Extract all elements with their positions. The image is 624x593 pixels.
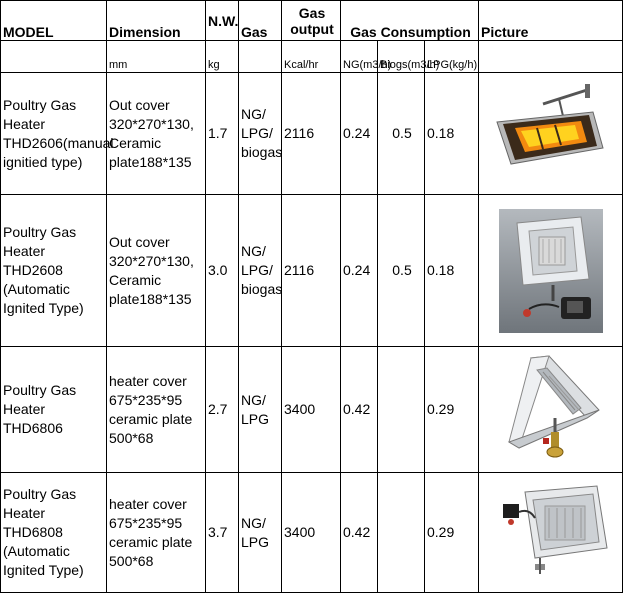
dimension-cell: Out cover 320*270*130, Ceramic plate188*135	[107, 195, 206, 347]
output-cell: 3400	[282, 473, 341, 593]
output-cell: 3400	[282, 347, 341, 473]
gas-cell: NG/ LPG/ biogas	[239, 195, 282, 347]
header-nw: N.W.	[206, 1, 239, 41]
header-gas-consumption: Gas Consumption	[341, 1, 479, 41]
nw-cell: 3.7	[206, 473, 239, 593]
dimension-cell: heater cover 675*235*95 ceramic plate 500*68	[107, 347, 206, 473]
lpg-cell: 0.29	[425, 473, 479, 593]
lpg-cell: 0.18	[425, 195, 479, 347]
biogas-cell	[378, 473, 425, 593]
header-row	[1, 1, 623, 41]
unit-ng: NG(m3/h)	[341, 41, 378, 73]
model-cell: Poultry Gas Heater THD6808 (Automatic Ignited Type)	[1, 473, 107, 593]
table-row	[1, 195, 623, 347]
ng-cell: 0.24	[341, 73, 378, 195]
long-gas-heater-icon	[491, 352, 611, 468]
biogas-cell: 0.5	[378, 73, 425, 195]
unit-lpg: LPG(kg/h)	[425, 41, 479, 73]
nw-cell: 2.7	[206, 347, 239, 473]
model-cell: Poultry Gas Heater THD2608 (Automatic Ignited Type)	[1, 195, 107, 347]
biogas-cell: 0.5	[378, 195, 425, 347]
unit-biogas: Biogs(m3/h)	[378, 41, 425, 73]
header-picture: Picture	[479, 1, 623, 41]
picture-cell	[479, 195, 623, 347]
table-row	[1, 347, 623, 473]
output-cell: 2116	[282, 195, 341, 347]
nw-cell: 1.7	[206, 73, 239, 195]
ng-cell: 0.24	[341, 195, 378, 347]
table-row	[1, 73, 623, 195]
picture-cell	[479, 473, 623, 593]
header-gas-output: Gas output	[282, 1, 341, 41]
table-row	[1, 473, 623, 593]
units-row	[1, 41, 623, 73]
unit-dimension: mm	[107, 41, 206, 73]
output-cell: 2116	[282, 73, 341, 195]
picture-cell	[479, 347, 623, 473]
ng-cell: 0.42	[341, 347, 378, 473]
header-dimension: Dimension	[107, 1, 206, 41]
dimension-cell: Out cover 320*270*130, Ceramic plate188*135	[107, 73, 206, 195]
header-gas: Gas	[239, 1, 282, 41]
gas-cell: NG/ LPG/ biogas	[239, 73, 282, 195]
unit-gas-output: Kcal/hr	[282, 41, 341, 73]
unit-nw: kg	[206, 41, 239, 73]
lpg-cell: 0.18	[425, 73, 479, 195]
picture-cell	[479, 73, 623, 195]
gas-heater-automatic-icon	[499, 209, 603, 333]
gas-cell: NG/ LPG	[239, 347, 282, 473]
lpg-cell: 0.29	[425, 347, 479, 473]
gas-cell: NG/ LPG	[239, 473, 282, 593]
model-cell: Poultry Gas Heater THD6806	[1, 347, 107, 473]
gas-heater-glowing-icon	[489, 84, 613, 184]
nw-cell: 3.0	[206, 195, 239, 347]
biogas-cell	[378, 347, 425, 473]
ng-cell: 0.42	[341, 473, 378, 593]
dimension-cell: heater cover 675*235*95 ceramic plate 500*68	[107, 473, 206, 593]
long-gas-heater-automatic-icon	[489, 478, 613, 588]
model-cell: Poultry Gas Heater THD2606(manual ignitied type)	[1, 73, 107, 195]
header-model: MODEL	[1, 1, 107, 41]
